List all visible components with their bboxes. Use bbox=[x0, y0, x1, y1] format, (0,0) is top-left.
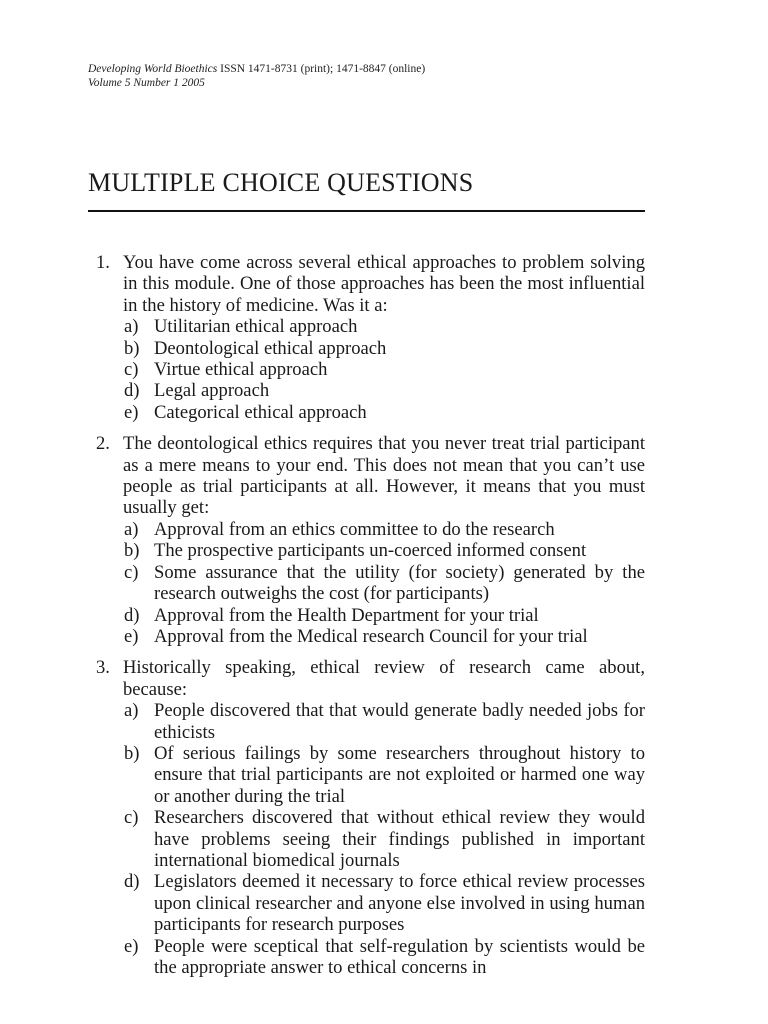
option-text: Some assurance that the utility (for society) generated by the research outweighs the cost (for participants) bbox=[154, 561, 645, 605]
journal-volume: Volume 5 Number 1 2005 bbox=[88, 77, 205, 89]
option-item bbox=[123, 519, 645, 540]
option-item bbox=[123, 936, 645, 979]
option-letter: b) bbox=[124, 540, 140, 562]
question-list bbox=[88, 252, 645, 988]
option-item bbox=[123, 359, 645, 380]
question-text: You have come across several ethical approaches to problem solving in this module. One of those approaches has been the most influential in the history of medicine. Was it a: bbox=[123, 252, 645, 316]
option-list bbox=[123, 700, 645, 978]
question-text: The deontological ethics requires that you never treat trial participant as a mere means to your end. This does not mean that you can’t use people as trial participants at all. However, it means that you must usually get: bbox=[123, 433, 645, 519]
journal-header bbox=[88, 62, 425, 90]
option-letter: d) bbox=[124, 604, 140, 626]
option-text: Approval from the Health Department for your trial bbox=[154, 604, 539, 626]
option-letter: b) bbox=[124, 337, 140, 359]
option-item bbox=[123, 700, 645, 743]
option-letter: a) bbox=[124, 700, 139, 722]
option-letter: a) bbox=[124, 316, 139, 338]
option-letter: c) bbox=[124, 807, 139, 829]
option-letter: e) bbox=[124, 401, 139, 423]
option-list bbox=[123, 316, 645, 423]
option-text: People discovered that that would generate badly needed jobs for ethicists bbox=[154, 700, 645, 743]
option-letter: e) bbox=[124, 625, 139, 647]
option-item bbox=[123, 605, 645, 626]
option-text: Approval from an ethics committee to do the research bbox=[154, 518, 555, 540]
journal-issn: ISSN 1471-8731 (print); 1471-8847 (online) bbox=[220, 63, 426, 75]
option-text: Virtue ethical approach bbox=[154, 359, 328, 381]
journal-citation-line bbox=[88, 62, 425, 76]
option-text: Categorical ethical approach bbox=[154, 401, 367, 423]
option-item bbox=[123, 626, 645, 647]
option-text: Researchers discovered that without ethical review they would have problems seeing their findings published in important international biomedical journals bbox=[154, 807, 645, 871]
journal-name: Developing World Bioethics bbox=[88, 63, 218, 75]
title-rule bbox=[88, 210, 645, 212]
option-letter: e) bbox=[124, 935, 139, 957]
option-text: Deontological ethical approach bbox=[154, 337, 387, 359]
option-item bbox=[123, 807, 645, 871]
option-item bbox=[123, 338, 645, 359]
option-text: Of serious failings by some researchers throughout history to ensure that trial participants are not exploited or harmed one way or another during the trial bbox=[154, 742, 645, 807]
option-letter: b) bbox=[124, 742, 140, 764]
option-text: Approval from the Medical research Council for your trial bbox=[154, 625, 588, 647]
option-item bbox=[123, 540, 645, 561]
question-number: 1. bbox=[96, 252, 110, 273]
option-letter: c) bbox=[124, 561, 139, 583]
question-item bbox=[88, 657, 645, 978]
question-number: 2. bbox=[96, 433, 110, 455]
option-text: Utilitarian ethical approach bbox=[154, 316, 358, 338]
option-item bbox=[123, 743, 645, 807]
option-letter: d) bbox=[124, 871, 140, 893]
option-text: Legal approach bbox=[154, 380, 270, 402]
option-item bbox=[123, 380, 645, 401]
option-letter: d) bbox=[124, 380, 140, 402]
question-item bbox=[88, 252, 645, 423]
option-list bbox=[123, 519, 645, 647]
option-text: Legislators deemed it necessary to force ethical review processes upon clinical researcher and anyone else involved in using human participants for research purposes bbox=[154, 871, 645, 936]
question-text: Historically speaking, ethical review of research came about, because: bbox=[123, 657, 645, 700]
option-letter: c) bbox=[124, 359, 139, 381]
option-item bbox=[123, 871, 645, 935]
option-item bbox=[123, 316, 645, 337]
option-text: People were sceptical that self-regulation by scientists would be the appropriate answer to ethical concerns in bbox=[154, 935, 645, 978]
option-text: The prospective participants un-coerced informed consent bbox=[154, 540, 587, 562]
option-item bbox=[123, 402, 645, 423]
question-number: 3. bbox=[96, 657, 110, 679]
page-title: MULTIPLE CHOICE QUESTIONS bbox=[88, 168, 474, 197]
option-letter: a) bbox=[124, 518, 139, 540]
option-item bbox=[123, 562, 645, 605]
question-item bbox=[88, 433, 645, 647]
